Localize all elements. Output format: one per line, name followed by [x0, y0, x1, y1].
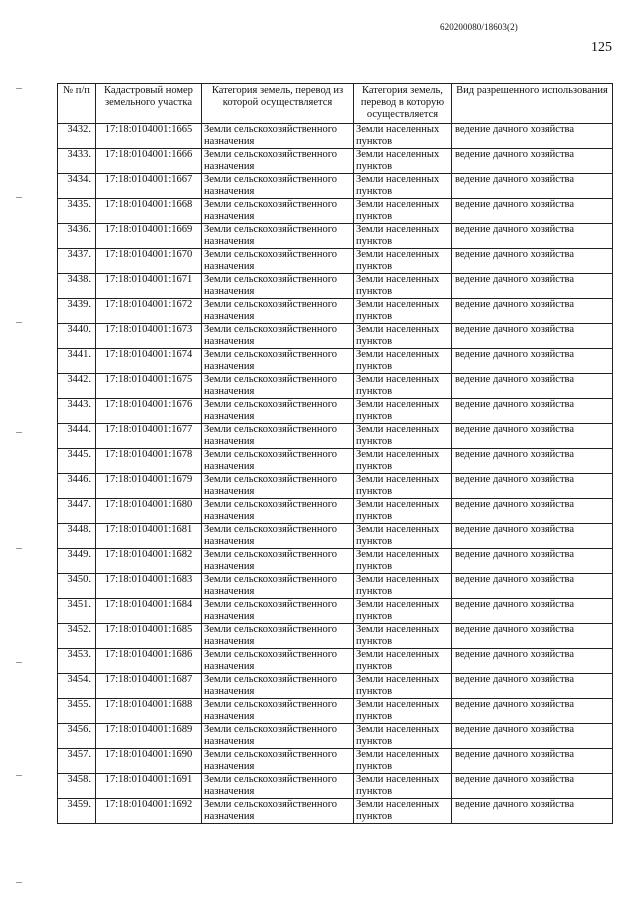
table-row	[58, 324, 613, 349]
cadastral-number: 17:18:0104001:1669	[96, 224, 202, 249]
cadastral-number: 17:18:0104001:1679	[96, 474, 202, 499]
permitted-use: ведение дачного хозяйства	[452, 499, 613, 524]
row-index: 3436.	[58, 224, 96, 249]
category-to: Земли населенных пунктов	[354, 199, 452, 224]
category-to: Земли населенных пунктов	[354, 724, 452, 749]
row-index: 3459.	[58, 799, 96, 824]
cadastral-number: 17:18:0104001:1682	[96, 549, 202, 574]
table-row	[58, 624, 613, 649]
permitted-use: ведение дачного хозяйства	[452, 524, 613, 549]
table-row	[58, 749, 613, 774]
category-to: Земли населенных пунктов	[354, 749, 452, 774]
permitted-use: ведение дачного хозяйства	[452, 374, 613, 399]
scan-mark	[16, 88, 22, 89]
category-to: Земли населенных пунктов	[354, 349, 452, 374]
category-from: Земли сельскохозяйственного назначения	[202, 399, 354, 424]
permitted-use: ведение дачного хозяйства	[452, 449, 613, 474]
permitted-use: ведение дачного хозяйства	[452, 474, 613, 499]
category-from: Земли сельскохозяйственного назначения	[202, 524, 354, 549]
row-index: 3432.	[58, 124, 96, 149]
category-from: Земли сельскохозяйственного назначения	[202, 699, 354, 724]
category-from: Земли сельскохозяйственного назначения	[202, 799, 354, 824]
category-to: Земли населенных пунктов	[354, 424, 452, 449]
row-index: 3443.	[58, 399, 96, 424]
scan-mark	[16, 548, 22, 549]
row-index: 3451.	[58, 599, 96, 624]
cadastral-number: 17:18:0104001:1687	[96, 674, 202, 699]
cadastral-number: 17:18:0104001:1675	[96, 374, 202, 399]
table-row	[58, 449, 613, 474]
table-row	[58, 674, 613, 699]
category-from: Земли сельскохозяйственного назначения	[202, 599, 354, 624]
category-to: Земли населенных пунктов	[354, 774, 452, 799]
header-category-to: Категория земель, перевод в которую осуществляется	[354, 84, 452, 124]
table-row	[58, 774, 613, 799]
permitted-use: ведение дачного хозяйства	[452, 299, 613, 324]
table-row	[58, 649, 613, 674]
category-from: Земли сельскохозяйственного назначения	[202, 724, 354, 749]
row-index: 3448.	[58, 524, 96, 549]
table-row	[58, 399, 613, 424]
category-from: Земли сельскохозяйственного назначения	[202, 149, 354, 174]
permitted-use: ведение дачного хозяйства	[452, 624, 613, 649]
category-from: Земли сельскохозяйственного назначения	[202, 474, 354, 499]
permitted-use: ведение дачного хозяйства	[452, 424, 613, 449]
scan-mark	[16, 322, 22, 323]
table-row	[58, 699, 613, 724]
category-to: Земли населенных пунктов	[354, 174, 452, 199]
cadastral-number: 17:18:0104001:1680	[96, 499, 202, 524]
category-from: Земли сельскохозяйственного назначения	[202, 324, 354, 349]
permitted-use: ведение дачного хозяйства	[452, 224, 613, 249]
category-to: Земли населенных пунктов	[354, 699, 452, 724]
row-index: 3457.	[58, 749, 96, 774]
cadastral-number: 17:18:0104001:1668	[96, 199, 202, 224]
cadastral-number: 17:18:0104001:1676	[96, 399, 202, 424]
permitted-use: ведение дачного хозяйства	[452, 124, 613, 149]
table-row	[58, 199, 613, 224]
permitted-use: ведение дачного хозяйства	[452, 174, 613, 199]
permitted-use: ведение дачного хозяйства	[452, 774, 613, 799]
category-from: Земли сельскохозяйственного назначения	[202, 499, 354, 524]
category-to: Земли населенных пунктов	[354, 799, 452, 824]
category-to: Земли населенных пунктов	[354, 599, 452, 624]
table-row	[58, 574, 613, 599]
header-permitted-use: Вид разрешенного использования	[452, 84, 613, 124]
category-to: Земли населенных пунктов	[354, 624, 452, 649]
scan-mark	[16, 197, 22, 198]
category-from: Земли сельскохозяйственного назначения	[202, 549, 354, 574]
cadastral-number: 17:18:0104001:1683	[96, 574, 202, 599]
cadastral-number: 17:18:0104001:1691	[96, 774, 202, 799]
category-to: Земли населенных пунктов	[354, 474, 452, 499]
category-to: Земли населенных пунктов	[354, 299, 452, 324]
table-row	[58, 524, 613, 549]
row-index: 3445.	[58, 449, 96, 474]
category-from: Земли сельскохозяйственного назначения	[202, 374, 354, 399]
category-to: Земли населенных пунктов	[354, 124, 452, 149]
cadastral-number: 17:18:0104001:1688	[96, 699, 202, 724]
row-index: 3441.	[58, 349, 96, 374]
category-to: Земли населенных пунктов	[354, 274, 452, 299]
category-to: Земли населенных пунктов	[354, 374, 452, 399]
category-from: Земли сельскохозяйственного назначения	[202, 624, 354, 649]
permitted-use: ведение дачного хозяйства	[452, 324, 613, 349]
scan-mark	[16, 775, 22, 776]
row-index: 3437.	[58, 249, 96, 274]
row-index: 3456.	[58, 724, 96, 749]
row-index: 3444.	[58, 424, 96, 449]
table-row	[58, 474, 613, 499]
scan-mark	[16, 662, 22, 663]
category-from: Земли сельскохозяйственного назначения	[202, 124, 354, 149]
row-index: 3454.	[58, 674, 96, 699]
row-index: 3433.	[58, 149, 96, 174]
category-to: Земли населенных пунктов	[354, 649, 452, 674]
category-from: Земли сельскохозяйственного назначения	[202, 574, 354, 599]
table-header-row	[58, 84, 613, 124]
row-index: 3446.	[58, 474, 96, 499]
cadastral-number: 17:18:0104001:1686	[96, 649, 202, 674]
row-index: 3449.	[58, 549, 96, 574]
table-row	[58, 224, 613, 249]
row-index: 3453.	[58, 649, 96, 674]
permitted-use: ведение дачного хозяйства	[452, 724, 613, 749]
permitted-use: ведение дачного хозяйства	[452, 649, 613, 674]
category-from: Земли сельскохозяйственного назначения	[202, 249, 354, 274]
cadastral-number: 17:18:0104001:1677	[96, 424, 202, 449]
row-index: 3438.	[58, 274, 96, 299]
table-row	[58, 799, 613, 824]
row-index: 3455.	[58, 699, 96, 724]
category-from: Земли сельскохозяйственного назначения	[202, 674, 354, 699]
table-row	[58, 349, 613, 374]
table-row	[58, 549, 613, 574]
document-number: 620200080/18603(2)	[440, 22, 518, 32]
land-plots-table-wrapper	[57, 83, 612, 824]
category-from: Земли сельскохозяйственного назначения	[202, 349, 354, 374]
category-from: Земли сельскохозяйственного назначения	[202, 199, 354, 224]
category-to: Земли населенных пунктов	[354, 524, 452, 549]
permitted-use: ведение дачного хозяйства	[452, 799, 613, 824]
permitted-use: ведение дачного хозяйства	[452, 199, 613, 224]
cadastral-number: 17:18:0104001:1678	[96, 449, 202, 474]
category-to: Земли населенных пунктов	[354, 549, 452, 574]
table-row	[58, 149, 613, 174]
category-to: Земли населенных пунктов	[354, 499, 452, 524]
category-to: Земли населенных пунктов	[354, 224, 452, 249]
table-row	[58, 724, 613, 749]
cadastral-number: 17:18:0104001:1681	[96, 524, 202, 549]
land-plots-table	[57, 83, 613, 824]
permitted-use: ведение дачного хозяйства	[452, 349, 613, 374]
row-index: 3447.	[58, 499, 96, 524]
table-row	[58, 599, 613, 624]
category-to: Земли населенных пунктов	[354, 149, 452, 174]
cadastral-number: 17:18:0104001:1666	[96, 149, 202, 174]
permitted-use: ведение дачного хозяйства	[452, 274, 613, 299]
table-body	[58, 124, 613, 824]
category-from: Земли сельскохозяйственного назначения	[202, 649, 354, 674]
cadastral-number: 17:18:0104001:1665	[96, 124, 202, 149]
category-from: Земли сельскохозяйственного назначения	[202, 224, 354, 249]
row-index: 3442.	[58, 374, 96, 399]
category-to: Земли населенных пунктов	[354, 449, 452, 474]
row-index: 3434.	[58, 174, 96, 199]
row-index: 3458.	[58, 774, 96, 799]
category-to: Земли населенных пунктов	[354, 399, 452, 424]
permitted-use: ведение дачного хозяйства	[452, 749, 613, 774]
scan-mark	[16, 432, 22, 433]
scan-mark	[16, 882, 22, 883]
cadastral-number: 17:18:0104001:1671	[96, 274, 202, 299]
cadastral-number: 17:18:0104001:1673	[96, 324, 202, 349]
row-index: 3435.	[58, 199, 96, 224]
cadastral-number: 17:18:0104001:1684	[96, 599, 202, 624]
permitted-use: ведение дачного хозяйства	[452, 674, 613, 699]
table-row	[58, 374, 613, 399]
table-row	[58, 274, 613, 299]
cadastral-number: 17:18:0104001:1689	[96, 724, 202, 749]
category-from: Земли сельскохозяйственного назначения	[202, 449, 354, 474]
cadastral-number: 17:18:0104001:1685	[96, 624, 202, 649]
permitted-use: ведение дачного хозяйства	[452, 149, 613, 174]
category-from: Земли сельскохозяйственного назначения	[202, 274, 354, 299]
cadastral-number: 17:18:0104001:1667	[96, 174, 202, 199]
category-to: Земли населенных пунктов	[354, 574, 452, 599]
table-row	[58, 424, 613, 449]
category-from: Земли сельскохозяйственного назначения	[202, 299, 354, 324]
permitted-use: ведение дачного хозяйства	[452, 599, 613, 624]
cadastral-number: 17:18:0104001:1690	[96, 749, 202, 774]
table-row	[58, 499, 613, 524]
category-from: Земли сельскохозяйственного назначения	[202, 774, 354, 799]
cadastral-number: 17:18:0104001:1674	[96, 349, 202, 374]
permitted-use: ведение дачного хозяйства	[452, 574, 613, 599]
table-row	[58, 124, 613, 149]
permitted-use: ведение дачного хозяйства	[452, 399, 613, 424]
cadastral-number: 17:18:0104001:1692	[96, 799, 202, 824]
category-from: Земли сельскохозяйственного назначения	[202, 749, 354, 774]
cadastral-number: 17:18:0104001:1670	[96, 249, 202, 274]
category-to: Земли населенных пунктов	[354, 674, 452, 699]
header-cadastral-number: Кадастровый номер земельного участка	[96, 84, 202, 124]
table-row	[58, 174, 613, 199]
table-row	[58, 299, 613, 324]
permitted-use: ведение дачного хозяйства	[452, 699, 613, 724]
row-index: 3452.	[58, 624, 96, 649]
category-to: Земли населенных пунктов	[354, 249, 452, 274]
header-index: № п/п	[58, 84, 96, 124]
cadastral-number: 17:18:0104001:1672	[96, 299, 202, 324]
category-to: Земли населенных пунктов	[354, 324, 452, 349]
category-from: Земли сельскохозяйственного назначения	[202, 424, 354, 449]
header-category-from: Категория земель, перевод из которой осуществляется	[202, 84, 354, 124]
page-number: 125	[591, 40, 612, 55]
row-index: 3450.	[58, 574, 96, 599]
category-from: Земли сельскохозяйственного назначения	[202, 174, 354, 199]
row-index: 3439.	[58, 299, 96, 324]
permitted-use: ведение дачного хозяйства	[452, 249, 613, 274]
row-index: 3440.	[58, 324, 96, 349]
table-row	[58, 249, 613, 274]
permitted-use: ведение дачного хозяйства	[452, 549, 613, 574]
